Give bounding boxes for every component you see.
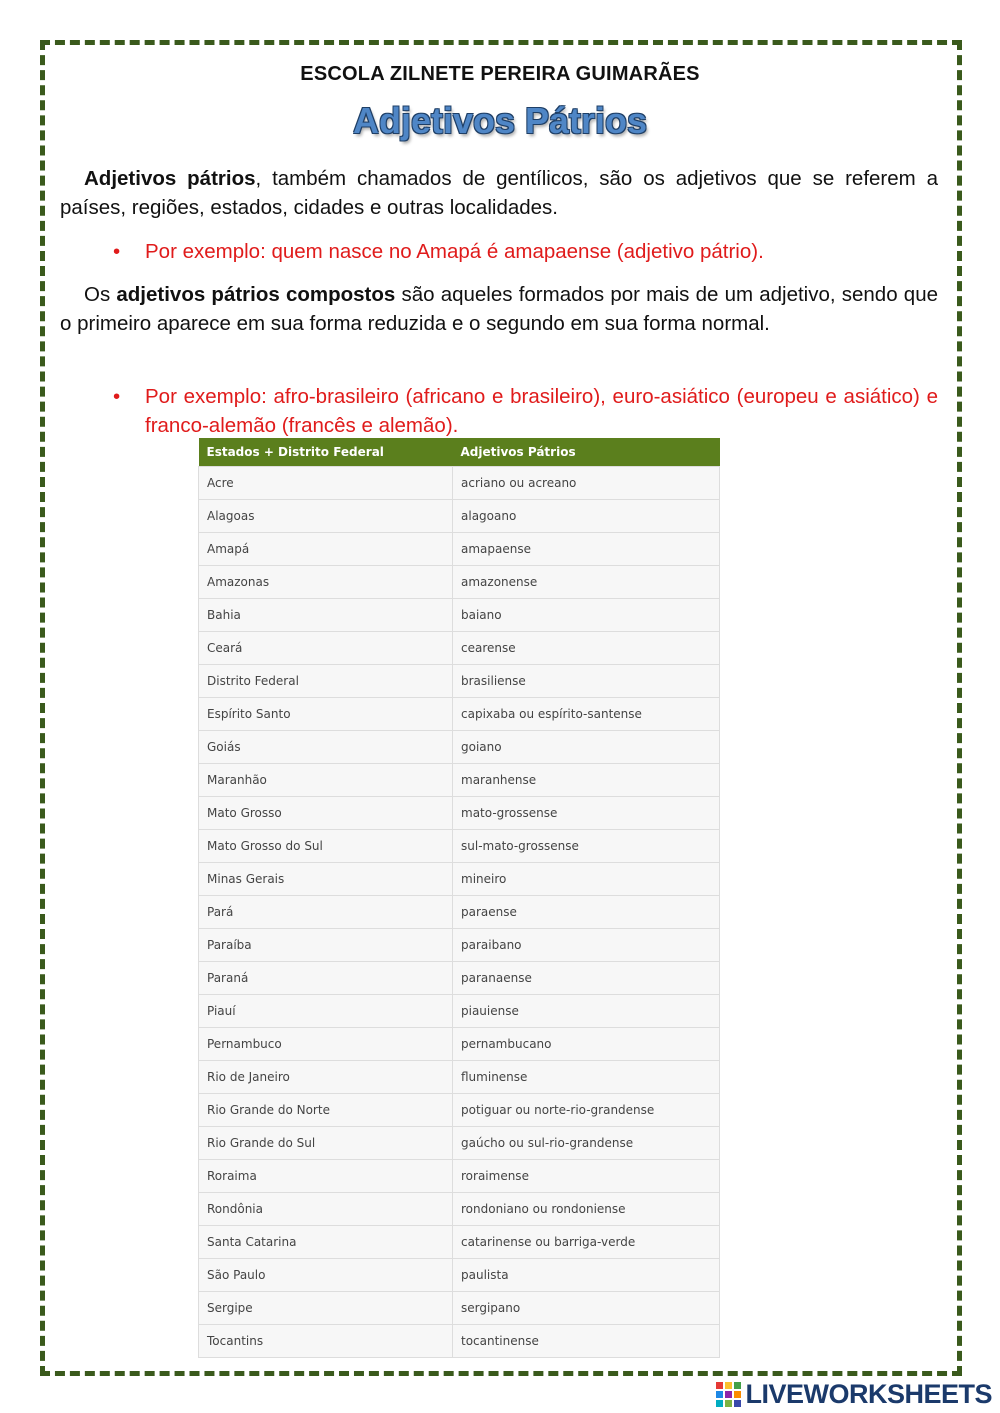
table-row — [199, 731, 720, 764]
header-adjetivos: Adjetivos Pátrios — [453, 438, 720, 467]
example-1-text: Por exemplo: quem nasce no Amapá é amapaense (adjetivo pátrio). — [145, 240, 764, 263]
logo-square — [716, 1382, 723, 1389]
table-row — [199, 698, 720, 731]
compostos-bold: adjetivos pátrios compostos — [116, 283, 396, 306]
cell-estado: Tocantins — [199, 1325, 453, 1358]
table-row — [199, 599, 720, 632]
bullet-dot: • — [113, 385, 121, 408]
compostos-paragraph — [60, 280, 938, 338]
cell-adjetivo: tocantinense — [453, 1325, 720, 1358]
table-row — [199, 863, 720, 896]
cell-adjetivo: paraibano — [453, 929, 720, 962]
cell-adjetivo: potiguar ou norte-rio-grandense — [453, 1094, 720, 1127]
table-row — [199, 797, 720, 830]
cell-estado: Rio Grande do Sul — [199, 1127, 453, 1160]
table-header-row — [199, 438, 720, 467]
cell-adjetivo: gaúcho ou sul-rio-grandense — [453, 1127, 720, 1160]
cell-adjetivo: goiano — [453, 731, 720, 764]
cell-estado: Amapá — [199, 533, 453, 566]
cell-adjetivo: mato-grossense — [453, 797, 720, 830]
cell-estado: Mato Grosso do Sul — [199, 830, 453, 863]
logo-grid-icon — [716, 1382, 741, 1407]
cell-adjetivo: capixaba ou espírito-santense — [453, 698, 720, 731]
cell-estado: Bahia — [199, 599, 453, 632]
intro-bold: Adjetivos pátrios — [84, 167, 256, 190]
compostos-pre: Os — [84, 283, 117, 306]
table-row — [199, 566, 720, 599]
logo-square — [734, 1382, 741, 1389]
table-row — [199, 1028, 720, 1061]
cell-adjetivo: cearense — [453, 632, 720, 665]
cell-adjetivo: paranaense — [453, 962, 720, 995]
table-row — [199, 467, 720, 500]
cell-estado: Alagoas — [199, 500, 453, 533]
school-name: ESCOLA ZILNETE PEREIRA GUIMARÃES — [300, 63, 700, 85]
example-bullet-2 — [113, 382, 938, 440]
table-row — [199, 1292, 720, 1325]
cell-estado: Distrito Federal — [199, 665, 453, 698]
cell-estado: Roraima — [199, 1160, 453, 1193]
cell-adjetivo: amazonense — [453, 566, 720, 599]
cell-estado: Rondônia — [199, 1193, 453, 1226]
bullet-dot: • — [113, 240, 121, 263]
cell-estado: Maranhão — [199, 764, 453, 797]
table-row — [199, 1061, 720, 1094]
table-row — [199, 929, 720, 962]
cell-estado: Rio Grande do Norte — [199, 1094, 453, 1127]
cell-estado: Ceará — [199, 632, 453, 665]
table-row — [199, 1226, 720, 1259]
table-row — [199, 764, 720, 797]
cell-adjetivo: fluminense — [453, 1061, 720, 1094]
table-row — [199, 995, 720, 1028]
table-row — [199, 632, 720, 665]
cell-estado: Goiás — [199, 731, 453, 764]
liveworksheets-logo — [716, 1378, 992, 1410]
cell-estado: Piauí — [199, 995, 453, 1028]
page-title: Adjetivos Pátrios — [352, 100, 648, 141]
cell-adjetivo: rondoniano ou rondoniense — [453, 1193, 720, 1226]
intro-paragraph — [60, 164, 938, 222]
cell-adjetivo: pernambucano — [453, 1028, 720, 1061]
table-row — [199, 1094, 720, 1127]
cell-adjetivo: baiano — [453, 599, 720, 632]
cell-adjetivo: roraimense — [453, 1160, 720, 1193]
brand-name: LIVEWORKSHEETS — [745, 1378, 992, 1409]
compostos-text: são aqueles formados por mais de um adjetivo, sendo que o primeiro aparece em sua forma reduzida e o segundo em sua forma normal. — [60, 283, 938, 335]
cell-estado: Santa Catarina — [199, 1226, 453, 1259]
logo-square — [716, 1400, 723, 1407]
gentilicos-table — [198, 438, 720, 1358]
cell-adjetivo: acriano ou acreano — [453, 467, 720, 500]
cell-adjetivo: catarinense ou barriga-verde — [453, 1226, 720, 1259]
table-row — [199, 1325, 720, 1358]
cell-estado: Pernambuco — [199, 1028, 453, 1061]
cell-adjetivo: paulista — [453, 1259, 720, 1292]
cell-adjetivo: brasiliense — [453, 665, 720, 698]
cell-estado: Minas Gerais — [199, 863, 453, 896]
example-bullet-1 — [113, 237, 938, 266]
example-2-text: Por exemplo: afro-brasileiro (africano e brasileiro), euro-asiático (europeu e asiático) e franco-alemão (francês e alemão). — [145, 385, 938, 437]
logo-square — [734, 1400, 741, 1407]
logo-square — [725, 1382, 732, 1389]
cell-adjetivo: paraense — [453, 896, 720, 929]
cell-adjetivo: alagoano — [453, 500, 720, 533]
cell-estado: Pará — [199, 896, 453, 929]
cell-adjetivo: mineiro — [453, 863, 720, 896]
logo-square — [725, 1391, 732, 1398]
cell-adjetivo: maranhense — [453, 764, 720, 797]
table-row — [199, 896, 720, 929]
table-row — [199, 500, 720, 533]
table-row — [199, 830, 720, 863]
cell-estado: Sergipe — [199, 1292, 453, 1325]
table-row — [199, 1193, 720, 1226]
logo-square — [734, 1391, 741, 1398]
cell-estado: Amazonas — [199, 566, 453, 599]
cell-estado: Espírito Santo — [199, 698, 453, 731]
cell-estado: Mato Grosso — [199, 797, 453, 830]
logo-square — [716, 1391, 723, 1398]
table-row — [199, 962, 720, 995]
cell-adjetivo: sergipano — [453, 1292, 720, 1325]
intro-text: , também chamados de gentílicos, são os adjetivos que se referem a países, regiões, estados, cidades e outras localidades. — [60, 167, 938, 219]
cell-estado: Acre — [199, 467, 453, 500]
cell-adjetivo: amapaense — [453, 533, 720, 566]
table-row — [199, 533, 720, 566]
cell-adjetivo: sul-mato-grossense — [453, 830, 720, 863]
logo-square — [725, 1400, 732, 1407]
cell-estado: São Paulo — [199, 1259, 453, 1292]
cell-estado: Paraíba — [199, 929, 453, 962]
header-estados: Estados + Distrito Federal — [199, 438, 453, 467]
table-row — [199, 1259, 720, 1292]
cell-adjetivo: piauiense — [453, 995, 720, 1028]
table-row — [199, 1160, 720, 1193]
cell-estado: Rio de Janeiro — [199, 1061, 453, 1094]
cell-estado: Paraná — [199, 962, 453, 995]
table-row — [199, 1127, 720, 1160]
table-row — [199, 665, 720, 698]
